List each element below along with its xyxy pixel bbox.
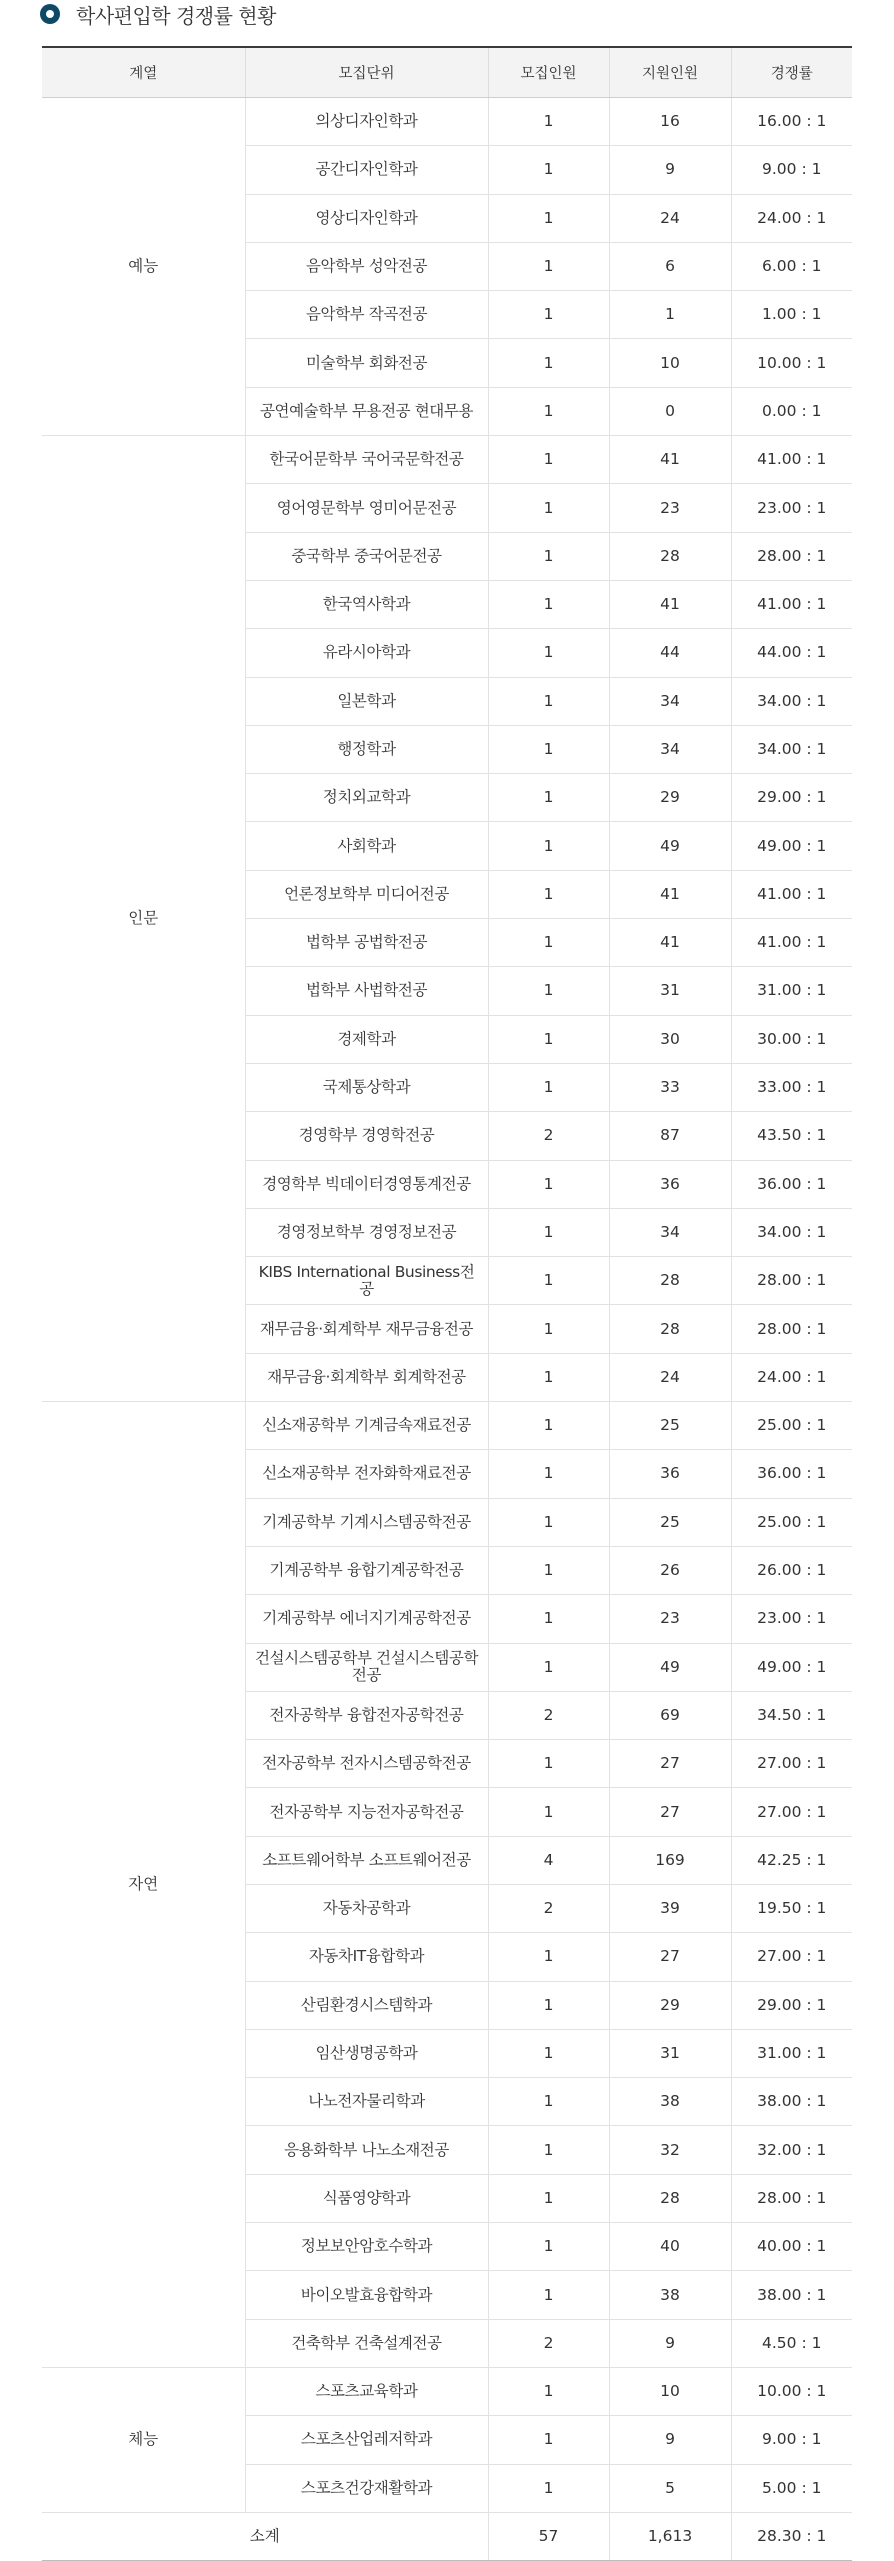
ratio-cell: 34.00 : 1	[731, 677, 852, 725]
applicants-cell: 30	[609, 1015, 731, 1063]
recruit-unit-cell: 기계공학부 융합기계공학전공	[245, 1546, 488, 1594]
quota-cell: 1	[488, 2174, 609, 2222]
table-body	[42, 98, 852, 2513]
applicants-cell: 5	[609, 2464, 731, 2512]
recruit-unit-cell: 바이오발효융합학과	[245, 2271, 488, 2319]
total-quota: 57	[488, 2512, 609, 2560]
header-applicants: 지원인원	[609, 47, 731, 98]
ratio-cell: 41.00 : 1	[731, 580, 852, 628]
recruit-unit-cell: 경영학부 경영학전공	[245, 1112, 488, 1160]
recruit-unit-cell: 법학부 사법학전공	[245, 967, 488, 1015]
quota-cell: 1	[488, 1788, 609, 1836]
quota-cell: 1	[488, 242, 609, 290]
applicants-cell: 28	[609, 532, 731, 580]
recruit-unit-cell: 자동차공학과	[245, 1884, 488, 1932]
quota-cell: 1	[488, 870, 609, 918]
field-group-cell: 인문	[42, 436, 245, 1402]
field-group-cell: 자연	[42, 1402, 245, 2368]
recruit-unit-cell: 산림환경시스템학과	[245, 1981, 488, 2029]
ratio-cell: 38.00 : 1	[731, 2078, 852, 2126]
applicants-cell: 10	[609, 2367, 731, 2415]
recruit-unit-cell: 스포츠교육학과	[245, 2367, 488, 2415]
recruit-unit-cell: 경제학과	[245, 1015, 488, 1063]
ratio-cell: 42.25 : 1	[731, 1836, 852, 1884]
applicants-cell: 39	[609, 1884, 731, 1932]
recruit-unit-cell: 재무금융·회계학부 재무금융전공	[245, 1305, 488, 1353]
recruit-unit-cell: 음악학부 작곡전공	[245, 291, 488, 339]
table-header-row	[42, 47, 852, 98]
ratio-cell: 31.00 : 1	[731, 967, 852, 1015]
applicants-cell: 24	[609, 1353, 731, 1401]
total-label: 소계	[42, 2512, 488, 2560]
quota-cell: 1	[488, 1498, 609, 1546]
ratio-cell: 10.00 : 1	[731, 339, 852, 387]
quota-cell: 1	[488, 677, 609, 725]
applicants-cell: 28	[609, 2174, 731, 2222]
ratio-cell: 28.00 : 1	[731, 1305, 852, 1353]
quota-cell: 2	[488, 2319, 609, 2367]
applicants-cell: 9	[609, 2416, 731, 2464]
applicants-cell: 1	[609, 291, 731, 339]
ratio-cell: 33.00 : 1	[731, 1063, 852, 1111]
field-group-cell: 체능	[42, 2367, 245, 2512]
header-unit: 모집단위	[245, 47, 488, 98]
recruit-unit-cell: 한국역사학과	[245, 580, 488, 628]
applicants-cell: 16	[609, 98, 731, 146]
applicants-cell: 33	[609, 1063, 731, 1111]
total-ratio: 28.30 : 1	[731, 2512, 852, 2560]
applicants-cell: 41	[609, 436, 731, 484]
total-row	[42, 2512, 852, 2560]
recruit-unit-cell: 경영학부 빅데이터경영통계전공	[245, 1160, 488, 1208]
recruit-unit-cell: 음악학부 성악전공	[245, 242, 488, 290]
applicants-cell: 25	[609, 1402, 731, 1450]
quota-cell: 1	[488, 291, 609, 339]
header-field: 계열	[42, 47, 245, 98]
ratio-cell: 29.00 : 1	[731, 1981, 852, 2029]
applicants-cell: 10	[609, 339, 731, 387]
recruit-unit-cell: 신소재공학부 전자화학재료전공	[245, 1450, 488, 1498]
recruit-unit-cell: KIBS International Business전공	[245, 1257, 488, 1305]
ratio-cell: 41.00 : 1	[731, 870, 852, 918]
quota-cell: 1	[488, 1257, 609, 1305]
recruit-unit-cell: 한국어문학부 국어국문학전공	[245, 436, 488, 484]
quota-cell: 1	[488, 967, 609, 1015]
ratio-cell: 36.00 : 1	[731, 1160, 852, 1208]
recruit-unit-cell: 공간디자인학과	[245, 146, 488, 194]
quota-cell: 1	[488, 580, 609, 628]
applicants-cell: 41	[609, 870, 731, 918]
recruit-unit-cell: 중국학부 중국어문전공	[245, 532, 488, 580]
quota-cell: 1	[488, 339, 609, 387]
ratio-cell: 25.00 : 1	[731, 1498, 852, 1546]
quota-cell: 1	[488, 1546, 609, 1594]
ratio-cell: 5.00 : 1	[731, 2464, 852, 2512]
header-quota: 모집인원	[488, 47, 609, 98]
recruit-unit-cell: 스포츠산업레저학과	[245, 2416, 488, 2464]
section-title: 학사편입학 경쟁률 현황	[76, 3, 276, 28]
recruit-unit-cell: 전자공학부 지능전자공학전공	[245, 1788, 488, 1836]
field-group-cell: 예능	[42, 98, 245, 436]
recruit-unit-cell: 국제통상학과	[245, 1063, 488, 1111]
quota-cell: 1	[488, 919, 609, 967]
quota-cell: 1	[488, 436, 609, 484]
applicants-cell: 38	[609, 2078, 731, 2126]
recruit-unit-cell: 영어영문학부 영미어문전공	[245, 484, 488, 532]
ratio-cell: 34.50 : 1	[731, 1691, 852, 1739]
quota-cell: 2	[488, 1884, 609, 1932]
ratio-cell: 19.50 : 1	[731, 1884, 852, 1932]
quota-cell: 1	[488, 1643, 609, 1691]
header-ratio: 경쟁률	[731, 47, 852, 98]
recruit-unit-cell: 의상디자인학과	[245, 98, 488, 146]
applicants-cell: 49	[609, 1643, 731, 1691]
ratio-cell: 1.00 : 1	[731, 291, 852, 339]
circle-bullet-icon	[40, 4, 60, 24]
recruit-unit-cell: 건설시스템공학부 건설시스템공학전공	[245, 1643, 488, 1691]
quota-cell: 1	[488, 484, 609, 532]
applicants-cell: 26	[609, 1546, 731, 1594]
recruit-unit-cell: 응용화학부 나노소재전공	[245, 2126, 488, 2174]
recruit-unit-cell: 일본학과	[245, 677, 488, 725]
recruit-unit-cell: 전자공학부 융합전자공학전공	[245, 1691, 488, 1739]
ratio-cell: 4.50 : 1	[731, 2319, 852, 2367]
applicants-cell: 36	[609, 1450, 731, 1498]
table-row	[42, 1402, 852, 1450]
quota-cell: 1	[488, 98, 609, 146]
ratio-cell: 9.00 : 1	[731, 2416, 852, 2464]
recruit-unit-cell: 사회학과	[245, 822, 488, 870]
quota-cell: 1	[488, 2029, 609, 2077]
applicants-cell: 44	[609, 629, 731, 677]
ratio-cell: 41.00 : 1	[731, 436, 852, 484]
recruit-unit-cell: 정보보안암호수학과	[245, 2223, 488, 2271]
applicants-cell: 9	[609, 2319, 731, 2367]
section-heading	[40, 0, 276, 28]
ratio-cell: 28.00 : 1	[731, 2174, 852, 2222]
applicants-cell: 40	[609, 2223, 731, 2271]
quota-cell: 1	[488, 146, 609, 194]
applicants-cell: 27	[609, 1788, 731, 1836]
quota-cell: 1	[488, 2416, 609, 2464]
ratio-cell: 26.00 : 1	[731, 1546, 852, 1594]
recruit-unit-cell: 경영정보학부 경영정보전공	[245, 1208, 488, 1256]
ratio-cell: 27.00 : 1	[731, 1933, 852, 1981]
recruit-unit-cell: 행정학과	[245, 725, 488, 773]
ratio-cell: 40.00 : 1	[731, 2223, 852, 2271]
quota-cell: 1	[488, 1015, 609, 1063]
quota-cell: 1	[488, 1933, 609, 1981]
quota-cell: 1	[488, 2367, 609, 2415]
ratio-cell: 41.00 : 1	[731, 919, 852, 967]
applicants-cell: 29	[609, 1981, 731, 2029]
recruit-unit-cell: 소프트웨어학부 소프트웨어전공	[245, 1836, 488, 1884]
table-row	[42, 98, 852, 146]
applicants-cell: 9	[609, 146, 731, 194]
applicants-cell: 31	[609, 967, 731, 1015]
applicants-cell: 24	[609, 194, 731, 242]
applicants-cell: 6	[609, 242, 731, 290]
ratio-cell: 31.00 : 1	[731, 2029, 852, 2077]
recruit-unit-cell: 스포츠건강재활학과	[245, 2464, 488, 2512]
quota-cell: 1	[488, 1305, 609, 1353]
ratio-cell: 24.00 : 1	[731, 1353, 852, 1401]
quota-cell: 1	[488, 2223, 609, 2271]
recruit-unit-cell: 기계공학부 기계시스템공학전공	[245, 1498, 488, 1546]
table-row	[42, 2367, 852, 2415]
applicants-cell: 87	[609, 1112, 731, 1160]
recruit-unit-cell: 임산생명공학과	[245, 2029, 488, 2077]
recruit-unit-cell: 전자공학부 전자시스템공학전공	[245, 1740, 488, 1788]
applicants-cell: 41	[609, 919, 731, 967]
recruit-unit-cell: 기계공학부 에너지기계공학전공	[245, 1595, 488, 1643]
table-row	[42, 436, 852, 484]
ratio-cell: 10.00 : 1	[731, 2367, 852, 2415]
applicants-cell: 28	[609, 1257, 731, 1305]
ratio-cell: 24.00 : 1	[731, 194, 852, 242]
applicants-cell: 169	[609, 1836, 731, 1884]
quota-cell: 1	[488, 774, 609, 822]
ratio-cell: 29.00 : 1	[731, 774, 852, 822]
ratio-cell: 34.00 : 1	[731, 725, 852, 773]
recruit-unit-cell: 언론정보학부 미디어전공	[245, 870, 488, 918]
recruit-unit-cell: 신소재공학부 기계금속재료전공	[245, 1402, 488, 1450]
applicants-cell: 69	[609, 1691, 731, 1739]
quota-cell: 1	[488, 2464, 609, 2512]
ratio-cell: 44.00 : 1	[731, 629, 852, 677]
quota-cell: 1	[488, 1740, 609, 1788]
quota-cell: 1	[488, 2271, 609, 2319]
ratio-cell: 32.00 : 1	[731, 2126, 852, 2174]
ratio-cell: 27.00 : 1	[731, 1740, 852, 1788]
ratio-cell: 23.00 : 1	[731, 484, 852, 532]
quota-cell: 1	[488, 387, 609, 435]
applicants-cell: 25	[609, 1498, 731, 1546]
applicants-cell: 27	[609, 1740, 731, 1788]
applicants-cell: 31	[609, 2029, 731, 2077]
recruit-unit-cell: 재무금융·회계학부 회계학전공	[245, 1353, 488, 1401]
recruit-unit-cell: 유라시아학과	[245, 629, 488, 677]
applicants-cell: 36	[609, 1160, 731, 1208]
quota-cell: 1	[488, 1595, 609, 1643]
ratio-cell: 49.00 : 1	[731, 1643, 852, 1691]
recruit-unit-cell: 법학부 공법학전공	[245, 919, 488, 967]
applicants-cell: 34	[609, 725, 731, 773]
total-applicants: 1,613	[609, 2512, 731, 2560]
ratio-cell: 36.00 : 1	[731, 1450, 852, 1498]
quota-cell: 1	[488, 822, 609, 870]
recruit-unit-cell: 건축학부 건축설계전공	[245, 2319, 488, 2367]
applicants-cell: 23	[609, 484, 731, 532]
recruit-unit-cell: 정치외교학과	[245, 774, 488, 822]
applicants-cell: 27	[609, 1933, 731, 1981]
competition-rate-table	[42, 46, 852, 2561]
quota-cell: 1	[488, 2078, 609, 2126]
applicants-cell: 29	[609, 774, 731, 822]
quota-cell: 1	[488, 532, 609, 580]
recruit-unit-cell: 미술학부 회화전공	[245, 339, 488, 387]
recruit-unit-cell: 식품영양학과	[245, 2174, 488, 2222]
applicants-cell: 34	[609, 1208, 731, 1256]
quota-cell: 1	[488, 629, 609, 677]
applicants-cell: 34	[609, 677, 731, 725]
recruit-unit-cell: 자동차IT융합학과	[245, 1933, 488, 1981]
quota-cell: 1	[488, 1353, 609, 1401]
applicants-cell: 41	[609, 580, 731, 628]
ratio-cell: 43.50 : 1	[731, 1112, 852, 1160]
ratio-cell: 9.00 : 1	[731, 146, 852, 194]
ratio-cell: 28.00 : 1	[731, 532, 852, 580]
applicants-cell: 0	[609, 387, 731, 435]
quota-cell: 1	[488, 725, 609, 773]
ratio-cell: 23.00 : 1	[731, 1595, 852, 1643]
quota-cell: 2	[488, 1691, 609, 1739]
applicants-cell: 49	[609, 822, 731, 870]
ratio-cell: 0.00 : 1	[731, 387, 852, 435]
applicants-cell: 32	[609, 2126, 731, 2174]
quota-cell: 1	[488, 194, 609, 242]
quota-cell: 1	[488, 1160, 609, 1208]
ratio-cell: 38.00 : 1	[731, 2271, 852, 2319]
ratio-cell: 27.00 : 1	[731, 1788, 852, 1836]
quota-cell: 1	[488, 1063, 609, 1111]
ratio-cell: 28.00 : 1	[731, 1257, 852, 1305]
ratio-cell: 34.00 : 1	[731, 1208, 852, 1256]
quota-cell: 2	[488, 1112, 609, 1160]
quota-cell: 1	[488, 1208, 609, 1256]
recruit-unit-cell: 영상디자인학과	[245, 194, 488, 242]
quota-cell: 1	[488, 1981, 609, 2029]
ratio-cell: 16.00 : 1	[731, 98, 852, 146]
ratio-cell: 49.00 : 1	[731, 822, 852, 870]
ratio-cell: 6.00 : 1	[731, 242, 852, 290]
ratio-cell: 25.00 : 1	[731, 1402, 852, 1450]
applicants-cell: 38	[609, 2271, 731, 2319]
quota-cell: 1	[488, 2126, 609, 2174]
applicants-cell: 23	[609, 1595, 731, 1643]
quota-cell: 1	[488, 1450, 609, 1498]
recruit-unit-cell: 나노전자물리학과	[245, 2078, 488, 2126]
quota-cell: 4	[488, 1836, 609, 1884]
ratio-cell: 30.00 : 1	[731, 1015, 852, 1063]
quota-cell: 1	[488, 1402, 609, 1450]
applicants-cell: 28	[609, 1305, 731, 1353]
recruit-unit-cell: 공연예술학부 무용전공 현대무용	[245, 387, 488, 435]
